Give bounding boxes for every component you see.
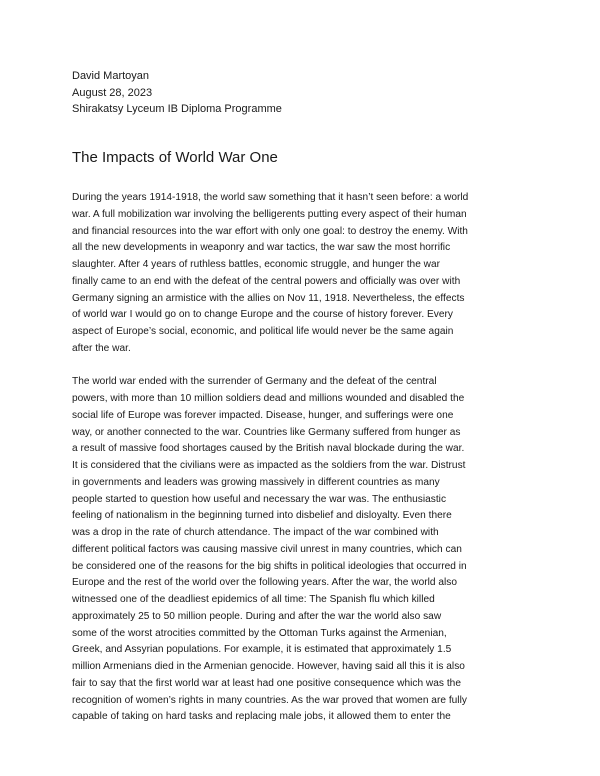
text-line: recognition of women’s rights in many countries. As the war proved that women are fully — [72, 694, 467, 706]
school-name: Shirakatsy Lyceum IB Diploma Programme — [72, 103, 282, 115]
text-line: feeling of nationalism in the beginning turned into disbelief and disloyalty. Even there — [72, 510, 452, 522]
text-line: million Armenians died in the Armenian genocide. However, having said all this it is also — [72, 661, 465, 672]
text-line: Germany signing an armistice with the allies on Nov 11, 1918. Nevertheless, the effects — [72, 292, 465, 304]
text-line: During the years 1914-1918, the world saw something that it hasn’t seen before: a world — [72, 192, 469, 203]
text-line: people started to question how useful and necessary the war was. The enthusiastic — [72, 493, 447, 505]
text-line: aspect of Europe’s social, economic, and political life would never be the same again — [72, 326, 454, 337]
text-line: It is considered that the civilians were as impacted as the soldiers from the war. Distrust — [72, 460, 466, 471]
text-line: all the new developments in weaponry and war tactics, the war saw the most horrific — [72, 242, 451, 254]
text-line: of world war I would go on to change Europe and the course of history forever. Every — [72, 309, 454, 321]
text-line: different political factors was causing massive civil unrest in many countries, which can — [72, 543, 462, 555]
text-line: powers, with more than 10 million soldiers dead and millions wounded and disabled the — [72, 393, 465, 404]
text-line: slaughter. After 4 years of ruthless battles, economic struggle, and hunger the war — [72, 259, 441, 270]
document-date: August 28, 2023 — [72, 86, 153, 99]
text-line: Europe and the rest of the world over the following years. After the war, the world also — [72, 577, 458, 589]
document-title: The Impacts of World War One — [72, 149, 278, 166]
document-body — [72, 190, 532, 726]
text-line: Greek, and Assyrian populations. For example, it is estimated that approximately 1.5 — [72, 644, 452, 656]
text-line: a result of massive food shortages caused by the British naval blockade during the war. — [72, 443, 465, 455]
text-line: witnessed one of the deadliest epidemics of all time: The Spanish flu which killed — [72, 594, 435, 605]
text-line: in governments and leaders was growing massively in different countries as many — [72, 476, 440, 488]
text-line: and financial resources into the war effort with only one goal: to destroy the enemy. With — [72, 225, 468, 237]
text-line: war. A full mobilization war involving the belligerents putting every aspect of their human — [72, 208, 467, 220]
text-line: after the war. — [72, 342, 131, 354]
text-line: finally came to an end with the defeat of the central powers and officially was over with — [72, 275, 461, 287]
text-line: The world war ended with the surrender of Germany and the defeat of the central — [72, 376, 437, 388]
text-line: capable of taking on hard tasks and replacing male jobs, it allowed them to enter the — [72, 711, 451, 723]
text-line: fair to say that the first world war at least had one positive consequence which was the — [72, 677, 461, 689]
author-name: David Martoyan — [72, 70, 150, 82]
text-line: was a drop in the rate of church attendance. The impact of the war combined with — [72, 527, 439, 538]
paragraph-1 — [72, 190, 532, 358]
text-line: be considered one of the reasons for the big shifts in political ideologies that occurred in — [72, 560, 467, 572]
paragraph-2 — [72, 374, 532, 726]
document-header — [72, 68, 542, 118]
text-line: social life of Europe was forever impacted. Disease, hunger, and sufferings were one — [72, 409, 454, 421]
text-line: some of the worst atrocities committed by the Ottoman Turks against the Armenian, — [72, 627, 447, 639]
text-line: way, or another connected to the war. Countries like Germany suffered from hunger as — [72, 426, 461, 438]
text-line: approximately 25 to 50 million people. During and after the war the world also saw — [72, 610, 442, 622]
